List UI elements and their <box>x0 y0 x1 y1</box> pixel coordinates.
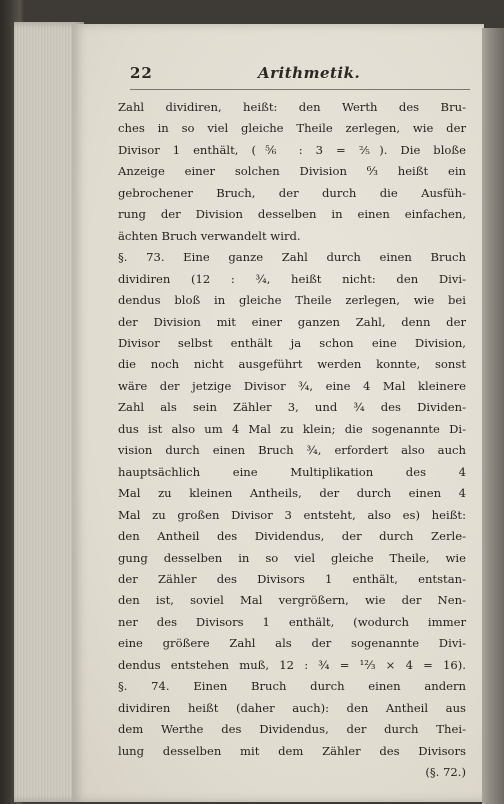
text-line: lung desselben mit dem Zähler des Divisors <box>118 743 466 758</box>
text-line: §. 73. Eine ganze Zahl durch einen Bruch <box>118 250 466 265</box>
text-line: gebrochener Bruch, der durch die Ausfüh- <box>118 185 466 200</box>
text-line: den ist, soviel Mal vergrößern, wie der Nen- <box>118 593 466 608</box>
text-line: Divisor selbst enthält ja schon eine Division, <box>118 335 466 350</box>
facing-page-edge <box>482 28 504 804</box>
text-line: ächten Bruch verwandelt wird. <box>118 228 301 243</box>
text-line: Anzeige einer solchen Division ⁶⁄₃ heißt ein <box>118 164 466 179</box>
text-line: hauptsächlich eine Multiplikation des 4 <box>118 464 466 479</box>
text-line: dividiren heißt (daher auch): den Antheil aus <box>118 700 466 715</box>
text-line: dus ist also um 4 Mal zu klein; die sogenannte Di- <box>118 421 466 436</box>
text-line: der Division mit einer ganzen Zahl, denn der <box>118 314 466 329</box>
text-line: die noch nicht ausgeführt werden konnte, sonst <box>118 357 466 372</box>
text-line: Mal zu großen Divisor 3 entsteht, also es) heißt: <box>118 507 466 522</box>
text-line: rung der Division desselben in einen einfachen, <box>118 207 466 222</box>
text-line: ner des Divisors 1 enthält, (wodurch immer <box>118 614 466 629</box>
page-header <box>130 64 470 88</box>
running-head: Arithmetik. <box>258 64 361 82</box>
header-rule <box>130 89 470 90</box>
text-line: der Zähler des Divisors 1 enthält, entstan- <box>118 571 466 586</box>
text-line: Zahl dividiren, heißt: den Werth des Bru- <box>118 100 466 114</box>
text-line: dividiren (12 : ¾, heißt nicht: den Divi- <box>118 271 466 286</box>
body-text <box>118 97 466 784</box>
text-line: wäre der jetzige Divisor ¾, eine 4 Mal kleinere <box>118 378 466 393</box>
text-line: eine größere Zahl als der sogenannte Divi- <box>118 636 466 651</box>
text-line: den Antheil des Dividendus, der durch Zerle- <box>118 529 466 544</box>
text-line: dendus entstehen muß, 12 : ¾ = ¹²⁄₃ × 4 = 16). <box>118 657 466 672</box>
text-line: §. 74. Einen Bruch durch einen andern <box>118 679 466 694</box>
text-line: ches in so viel gleiche Theile zerlegen, wie der <box>118 121 466 136</box>
text-line: Divisor 1 enthält, (⅚ : 3 = ⅖). Die bloße <box>118 142 466 157</box>
text-line: Mal zu kleinen Antheils, der durch einen 4 <box>118 486 466 501</box>
page-number: 22 <box>130 64 153 82</box>
text-line: gung desselben in so viel gleiche Theile, wie <box>118 550 466 565</box>
text-line: dem Werthe des Dividendus, der durch Thei- <box>118 722 466 737</box>
catchword: (§. 72.) <box>425 765 466 780</box>
text-line: Zahl als sein Zähler 3, und ¾ des Dividen- <box>118 400 466 415</box>
text-line: dendus bloß in gleiche Theile zerlegen, wie bei <box>118 293 466 308</box>
text-line: vision durch einen Bruch ¾, erfordert also auch <box>118 443 466 458</box>
